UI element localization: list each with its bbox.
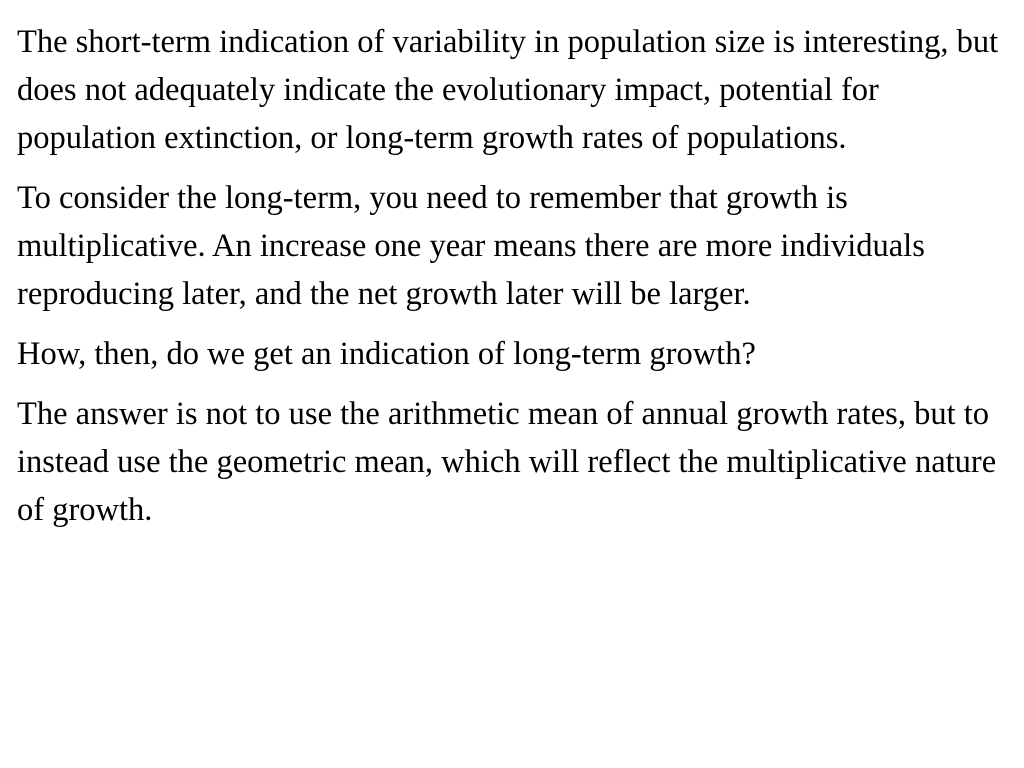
paragraph-long-term: To consider the long-term, you need to remember that growth is multiplicative. An increase one year means there are more individuals reproducing later, and the net growth later will be larger. [17,180,925,312]
paragraph-question: How, then, do we get an indication of long-term growth? [17,336,756,372]
paragraph-answer: The answer is not to use the arithmetic mean of annual growth rates, but to instead use the geometric mean, which will reflect the multiplicative nature of growth. [17,396,997,528]
paragraph-short-term: The short-term indication of variability in population size is interesting, but does not adequately indicate the evolutionary impact, potential for population extinction, or long-term growth rates of populations. [17,24,999,156]
